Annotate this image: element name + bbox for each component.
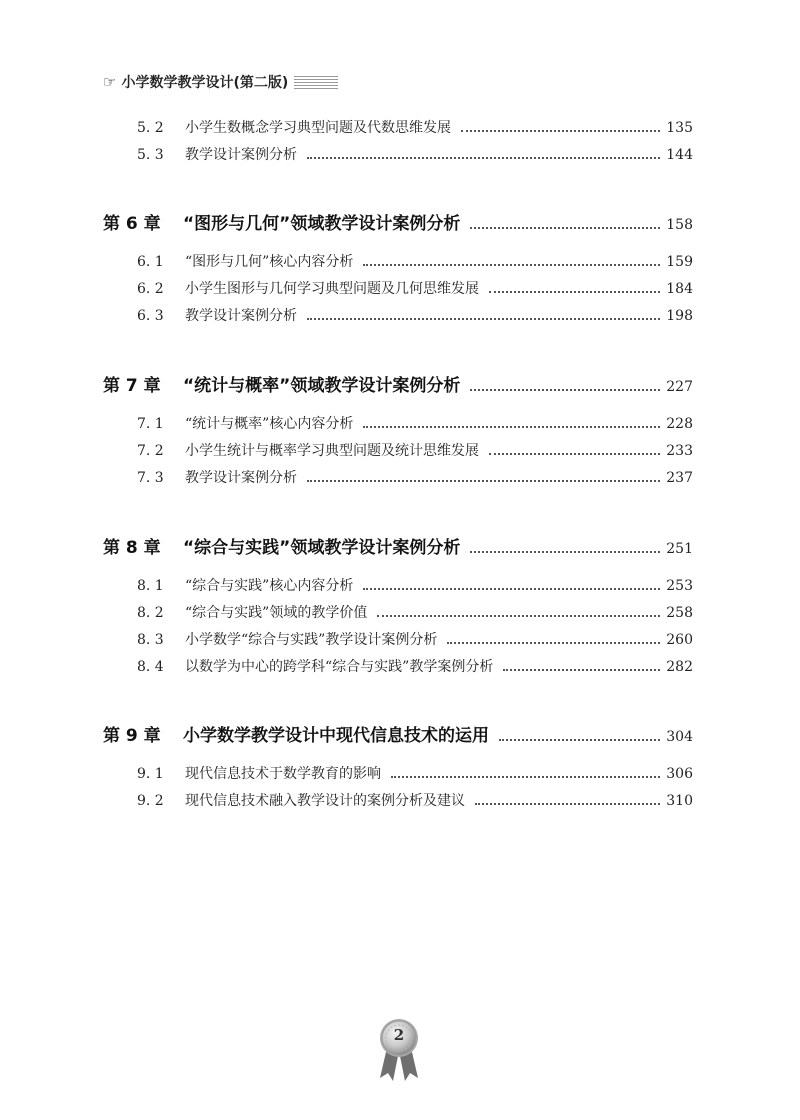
section-title: 小学生图形与几何学习典型问题及几何思维发展	[185, 281, 479, 297]
toc-entry-8-2[interactable]	[137, 602, 693, 622]
chapter-number: 第 7 章	[103, 376, 161, 396]
dot-leader	[489, 291, 660, 293]
toc-entry-5-3[interactable]	[137, 144, 693, 164]
section-title: 教学设计案例分析	[185, 308, 297, 324]
chapter-number: 第 8 章	[103, 538, 161, 558]
section-number: 8. 2	[137, 605, 164, 621]
toc-entry-6-2[interactable]	[137, 278, 693, 298]
chapter-title: 小学数学教学设计中现代信息技术的运用	[183, 726, 489, 746]
dot-leader	[363, 264, 660, 266]
section-title: “统计与概率”核心内容分析	[185, 416, 354, 432]
page-ref: 233	[666, 443, 693, 459]
toc-entry-6-1[interactable]	[137, 251, 693, 271]
dot-leader	[391, 776, 660, 778]
section-number: 8. 3	[137, 632, 164, 648]
header-stripes-decoration	[294, 76, 338, 89]
section-title: 小学数学“综合与实践”教学设计案例分析	[185, 632, 438, 648]
page-ref: 198	[666, 308, 693, 324]
dot-leader	[447, 642, 660, 644]
award-ribbon-icon	[376, 1018, 422, 1084]
dot-leader	[363, 588, 660, 590]
section-number: 6. 3	[137, 308, 164, 324]
section-number: 6. 2	[137, 281, 164, 297]
dot-leader	[307, 157, 660, 159]
section-number: 7. 1	[137, 416, 164, 432]
toc-entry-8-1[interactable]	[137, 575, 693, 595]
chapter-title: “综合与实践”领域教学设计案例分析	[183, 538, 461, 558]
toc-entry-9-1[interactable]	[137, 763, 693, 783]
section-title: 现代信息技术融入教学设计的案例分析及建议	[185, 793, 465, 809]
toc-chapter-6[interactable]	[103, 209, 693, 234]
toc-chapter-9[interactable]	[103, 721, 693, 746]
book-title: 小学数学教学设计(第二版)	[121, 75, 289, 91]
section-number: 9. 2	[137, 793, 164, 809]
dot-leader	[470, 389, 660, 391]
dot-leader	[503, 669, 660, 671]
toc-entry-7-3[interactable]	[137, 467, 693, 487]
dot-leader	[489, 453, 660, 455]
page-ref: 158	[666, 217, 693, 233]
toc-entry-8-3[interactable]	[137, 629, 693, 649]
dot-leader	[470, 551, 660, 553]
pointing-hand-icon: ☞	[103, 73, 117, 91]
page-ref: 306	[666, 766, 693, 782]
section-number: 7. 3	[137, 470, 164, 486]
section-number: 7. 2	[137, 443, 164, 459]
section-title: 小学生数概念学习典型问题及代数思维发展	[185, 120, 451, 136]
page-ref: 144	[666, 147, 693, 163]
toc-chapter-7[interactable]	[103, 371, 693, 396]
dot-leader	[461, 130, 660, 132]
page-ref: 184	[666, 281, 693, 297]
section-number: 6. 1	[137, 254, 164, 270]
section-title: 教学设计案例分析	[185, 470, 297, 486]
section-title: “综合与实践”核心内容分析	[185, 578, 354, 594]
section-number: 9. 1	[137, 766, 164, 782]
chapter-number: 第 9 章	[103, 726, 161, 746]
section-title: 教学设计案例分析	[185, 147, 297, 163]
page-ref: 227	[666, 379, 693, 395]
page-ref: 135	[666, 120, 693, 136]
running-header	[103, 70, 338, 94]
page-ref: 304	[666, 729, 693, 745]
dot-leader	[377, 615, 660, 617]
section-title: “综合与实践”领域的教学价值	[185, 605, 368, 621]
section-title: “图形与几何”核心内容分析	[185, 254, 354, 270]
chapter-title: “图形与几何”领域教学设计案例分析	[183, 214, 461, 234]
page-ref: 251	[666, 541, 693, 557]
page-ref: 228	[666, 416, 693, 432]
dot-leader	[475, 803, 660, 805]
page-number: 2	[393, 1026, 405, 1044]
page-ref: 253	[666, 578, 693, 594]
toc-entry-7-1[interactable]	[137, 413, 693, 433]
toc-entry-8-4[interactable]	[137, 656, 693, 676]
section-number: 5. 2	[137, 120, 164, 136]
toc-chapter-8[interactable]	[103, 533, 693, 558]
page-ref: 282	[666, 659, 693, 675]
page-ref: 260	[666, 632, 693, 648]
section-title: 以数学为中心的跨学科“综合与实践”教学案例分析	[185, 659, 494, 675]
toc-entry-9-2[interactable]	[137, 790, 693, 810]
page-ref: 159	[666, 254, 693, 270]
page-ref: 237	[666, 470, 693, 486]
dot-leader	[499, 739, 660, 741]
section-number: 5. 3	[137, 147, 164, 163]
section-title: 现代信息技术于数学教育的影响	[185, 766, 381, 782]
chapter-title: “统计与概率”领域教学设计案例分析	[183, 376, 461, 396]
dot-leader	[307, 480, 660, 482]
page-ref: 310	[666, 793, 693, 809]
toc-entry-7-2[interactable]	[137, 440, 693, 460]
toc-entry-6-3[interactable]	[137, 305, 693, 325]
toc-entry-5-2[interactable]	[137, 117, 693, 137]
dot-leader	[470, 227, 660, 229]
dot-leader	[307, 318, 660, 320]
section-number: 8. 4	[137, 659, 164, 675]
chapter-number: 第 6 章	[103, 214, 161, 234]
section-number: 8. 1	[137, 578, 164, 594]
section-title: 小学生统计与概率学习典型问题及统计思维发展	[185, 443, 479, 459]
dot-leader	[363, 426, 660, 428]
page-ref: 258	[666, 605, 693, 621]
